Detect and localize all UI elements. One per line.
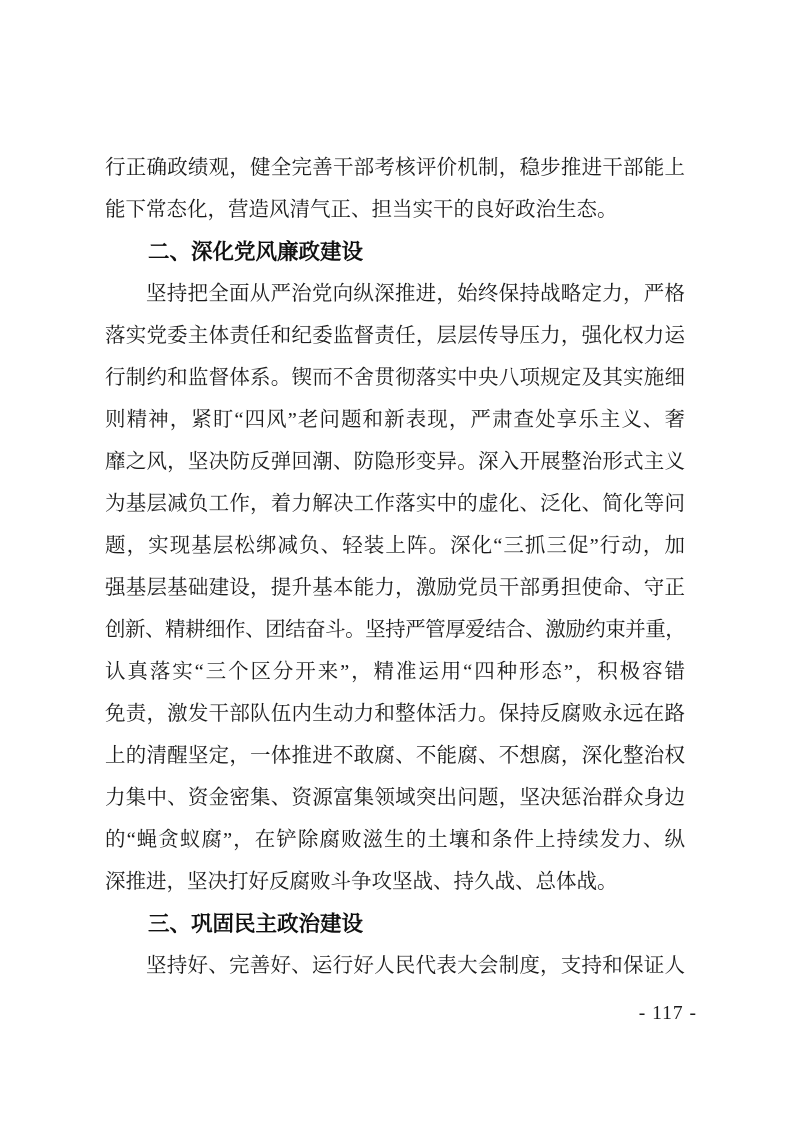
- text-line: 能下常态化，营造风清气正、担当实干的良好政治生态。: [105, 199, 618, 221]
- text-line: 的“蝇贪蚁腐”，在铲除腐败滋生的土壤和条件上持续发力、纵: [105, 829, 685, 851]
- text-line: 行正确政绩观，健全完善干部考核评价机制，稳步推进干部能上: [105, 157, 685, 179]
- text-line: 强基层基础建设，提升基本能力，激励党员干部勇担使命、守正: [105, 577, 685, 599]
- text-line: 落实党委主体责任和纪委监督责任，层层传导压力，强化权力运: [105, 325, 685, 347]
- text-line: 上的清醒坚定，一体推进不敢腐、不能腐、不想腐，深化整治权: [105, 745, 685, 767]
- section-heading-2: 二、深化党风廉政建设: [148, 240, 364, 264]
- text-line: 免责，激发干部队伍内生动力和整体活力。保持反腐败永远在路: [105, 703, 685, 725]
- text-column: [105, 147, 685, 987]
- text-line: 深推进，坚决打好反腐败斗争攻坚战、持久战、总体战。: [105, 871, 618, 893]
- text-line: 创新、精耕细作、团结奋斗。坚持严管厚爱结合、激励约束并重，: [105, 619, 685, 641]
- text-line: 则精神，紧盯“四风”老问题和新表现，严肃查处享乐主义、奢: [105, 409, 685, 431]
- text-line: 坚持好、完善好、运行好人民代表大会制度，支持和保证人: [146, 955, 685, 977]
- section-heading-3: 三、巩固民主政治建设: [148, 912, 364, 936]
- text-line: 为基层减负工作，着力解决工作落实中的虚化、泛化、简化等问: [105, 493, 685, 515]
- text-line: 行制约和监督体系。锲而不舍贯彻落实中央八项规定及其实施细: [105, 367, 685, 389]
- text-line: 靡之风，坚决防反弹回潮、防隐形变异。深入开展整治形式主义: [105, 451, 685, 473]
- text-line: 坚持把全面从严治党向纵深推进，始终保持战略定力，严格: [146, 283, 685, 305]
- text-line: 力集中、资金密集、资源富集领域突出问题，坚决惩治群众身边: [105, 787, 685, 809]
- text-line: 题，实现基层松绑减负、轻装上阵。深化“三抓三促”行动，加: [105, 535, 685, 557]
- text-line: 认真落实“三个区分开来”，精准运用“四种形态”，积极容错: [105, 661, 685, 683]
- page-number: - 117 -: [638, 1003, 697, 1024]
